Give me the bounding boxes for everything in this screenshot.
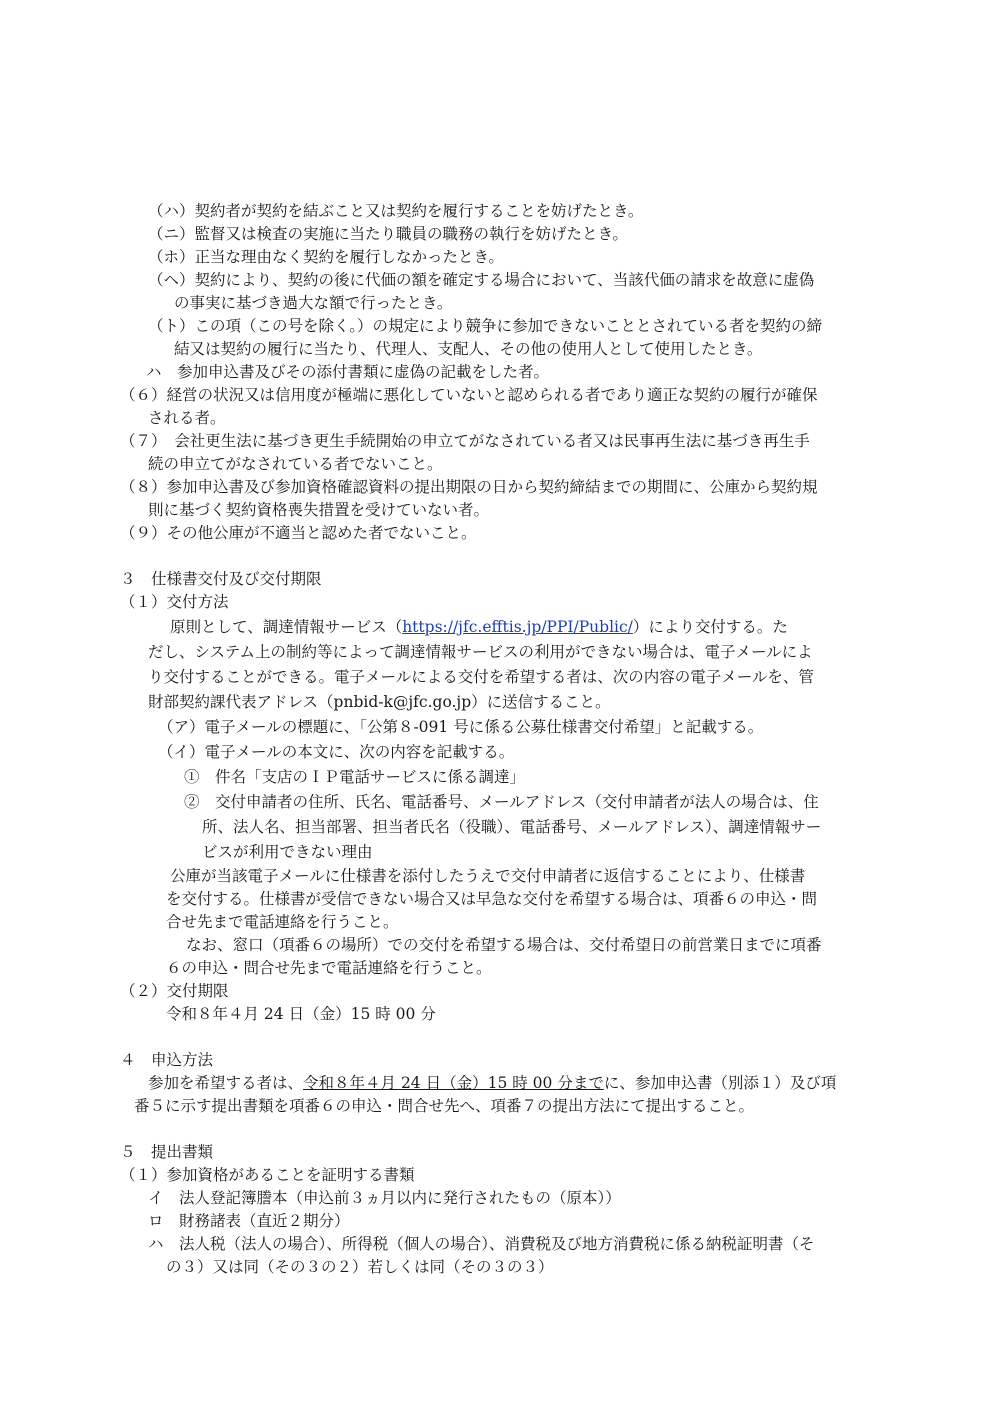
section-3-note2-line2: ６の申込・問合せ先まで電話連絡を行うこと。 — [166, 959, 492, 977]
section-5-item-ha-line1: ハ 法人税（法人の場合）、所得税（個人の場合）、消費税及び地方消費税に係る納税証明書（そ — [148, 1235, 815, 1253]
clause-8-line2: 則に基づく契約資格喪失措置を受けていない者。 — [148, 501, 490, 519]
section-3-circle-2-line2: 所、法人名、担当部署、担当者氏名（役職）、電話番号、メールアドレス）、調達情報サー — [202, 818, 822, 836]
section-5-item-i: イ 法人登記簿謄本（申込前３ヵ月以内に発行されたもの（原本）） — [148, 1189, 621, 1207]
clause-ha-to-line1: （ト）この項（この号を除く。）の規定により競争に参加できないこととされている者を契約の締 — [148, 317, 822, 335]
section-3-para-line2: だし、システム上の制約等によって調達情報サービスの利用ができない場合は、電子メールによ — [148, 643, 813, 661]
clause-7-line1: （７） 会社更生法に基づき更生手続開始の申立てがなされている者又は民事再生法に基づき再生手 — [120, 432, 810, 450]
clause-ha: ハ 参加申込書及びその添付書類に虚偽の記載をした者。 — [146, 363, 550, 381]
clause-6-line2: される者。 — [148, 409, 226, 427]
section-4-para-line2: 番５に示す提出書類を項番６の申込・問合せ先へ、項番７の提出方法にて提出すること。 — [134, 1097, 755, 1115]
section-3-heading: ３ 仕様書交付及び交付期限 — [120, 570, 322, 588]
clause-ha-ha: （ハ）契約者が契約を結ぶこと又は契約を履行することを妨げたとき。 — [148, 202, 644, 220]
section-3-item-a: （ア）電子メールの標題に、「公第８-091 号に係る公募仕様書交付希望」と記載する。 — [158, 718, 764, 736]
section-3-para-line1 — [170, 616, 788, 638]
section-4-para-line1 — [148, 1072, 836, 1094]
section-5-heading: ５ 提出書類 — [120, 1143, 214, 1161]
section-3-1-heading: （１）交付方法 — [120, 593, 229, 611]
text: 参加を希望する者は、 — [148, 1074, 304, 1092]
clause-ha-ho: （ホ）正当な理由なく契約を履行しなかったとき。 — [148, 248, 504, 266]
clause-ha-to-line2: 結又は契約の履行に当たり、代理人、支配人、その他の使用人として使用したとき。 — [174, 340, 763, 358]
section-5-item-ha-line2: の３）又は同（その３の２）若しくは同（その３の３） — [166, 1258, 554, 1276]
section-4-heading: ４ 申込方法 — [120, 1051, 214, 1069]
section-3-note2-line1: なお、窓口（項番６の場所）での交付を希望する場合は、交付希望日の前営業日までに項番 — [186, 936, 822, 954]
section-3-item-i: （イ）電子メールの本文に、次の内容を記載する。 — [158, 743, 515, 761]
deadline-underlined: 令和８年４月 24 日（金）15 時 00 分まで — [303, 1074, 604, 1092]
section-3-note1-line2: を交付する。仕様書が受信できない場合又は早急な交付を希望する場合は、項番６の申込・問 — [166, 890, 818, 908]
text: ）により交付する。た — [632, 618, 788, 636]
section-3-circle-2-line1: ② 交付申請者の住所、氏名、電話番号、メールアドレス（交付申請者が法人の場合は、住 — [184, 793, 819, 811]
section-3-circle-1: ① 件名「支店のＩＰ電話サービスに係る調達」 — [184, 768, 526, 786]
clause-9: （９）その他公庫が不適当と認めた者でないこと。 — [120, 524, 477, 542]
clause-ha-he-line2: の事実に基づき過大な額で行ったとき。 — [174, 294, 453, 312]
text: 原則として、調達情報サービス（ — [170, 618, 403, 636]
clause-8-line1: （８）参加申込書及び参加資格確認資料の提出期限の日から契約締結までの期間に、公庫から契約規 — [120, 478, 818, 496]
clause-6-line1: （６）経営の状況又は信用度が極端に悪化していないと認められる者であり適正な契約の履行が確保 — [120, 386, 818, 404]
section-3-note1-line3: 合せ先まで電話連絡を行うこと。 — [166, 913, 399, 931]
section-3-circle-2-line3: ビスが利用できない理由 — [202, 843, 373, 861]
section-5-item-ro: ロ 財務諸表（直近２期分） — [148, 1212, 350, 1230]
text: に、参加申込書（別添１）及び項 — [603, 1074, 837, 1092]
procurement-service-link[interactable]: https://jfc.efftis.jp/PPI/Public/ — [402, 618, 633, 636]
section-3-2-deadline: 令和８年４月 24 日（金）15 時 00 分 — [166, 1005, 436, 1023]
clause-ha-ni: （ニ）監督又は検査の実施に当たり職員の職務の執行を妨げたとき。 — [148, 225, 628, 243]
section-3-note1-line1: 公庫が当該電子メールに仕様書を添付したうえで交付申請者に返信することにより、仕様書 — [170, 867, 806, 885]
clause-7-line2: 続の申立てがなされている者でないこと。 — [148, 455, 443, 473]
section-5-1-heading: （１）参加資格があることを証明する書類 — [120, 1166, 415, 1184]
clause-ha-he-line1: （ヘ）契約により、契約の後に代価の額を確定する場合において、当該代価の請求を故意に虚偽 — [148, 271, 815, 289]
section-3-para-line3: り交付することができる。電子メールによる交付を希望する者は、次の内容の電子メールを、管 — [148, 668, 814, 686]
section-3-para-line4: 財部契約課代表アドレス（pnbid-k@jfc.go.jp）に送信すること。 — [148, 693, 611, 711]
section-3-2-heading: （２）交付期限 — [120, 982, 229, 1000]
